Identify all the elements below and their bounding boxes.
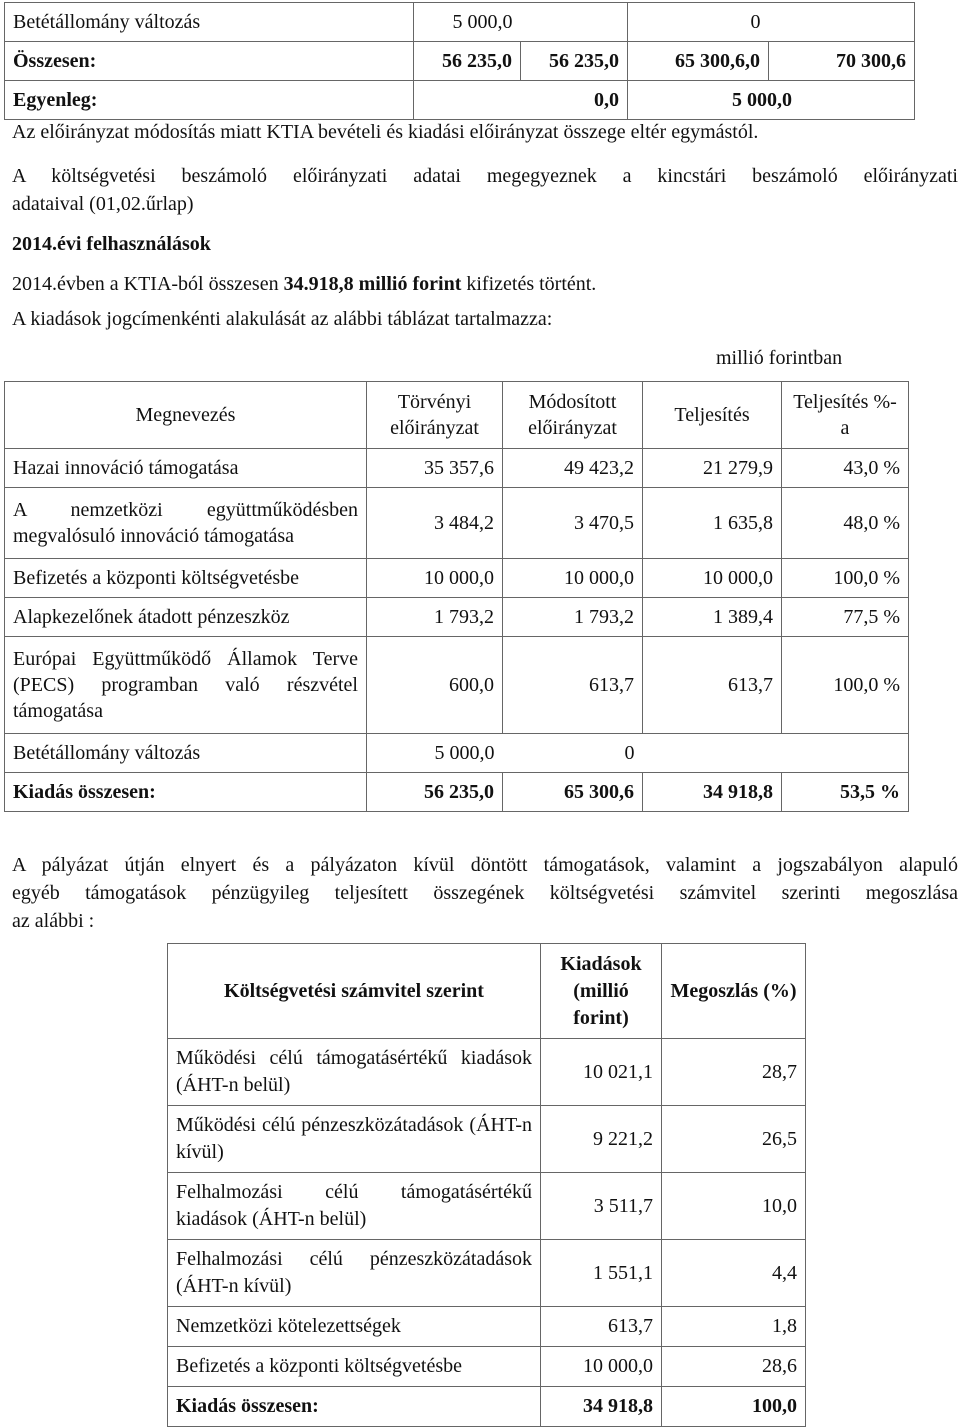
cell-value: 34 918,8 — [643, 773, 782, 812]
row-name: Befizetés a központi költségvetésbe — [5, 559, 367, 598]
table-row — [5, 488, 909, 559]
cell-value: 26,5 — [662, 1106, 806, 1173]
cell-value: 10,0 — [662, 1173, 806, 1240]
column-header: Megnevezés — [5, 382, 367, 449]
cell-value: 28,6 — [662, 1347, 806, 1387]
cell-value: 56 235,0 — [521, 42, 628, 81]
text-line: adataival (01,02.űrlap) — [12, 193, 194, 215]
distribution-table — [167, 943, 806, 1427]
text-line — [12, 269, 958, 299]
table-row — [5, 637, 909, 734]
cell-value: 21 279,9 — [643, 449, 782, 488]
cell-value: 5 000,0 — [628, 81, 915, 120]
row-name: Betétállomány változás — [5, 734, 367, 773]
table-row — [5, 734, 909, 773]
text-line: A pályázat útján elnyert és a pályázaton kívül döntött támogatások, valamint a jogszabályon alapuló — [12, 854, 958, 876]
text-line: az alábbi : — [12, 910, 95, 932]
cell-value: 56 235,0 — [414, 42, 521, 81]
table-row — [168, 1106, 806, 1173]
table-row — [168, 1173, 806, 1240]
balance-table — [4, 2, 915, 120]
cell-value: 77,5 % — [782, 598, 909, 637]
cell-value: 9 221,2 — [541, 1106, 662, 1173]
cell-value: 1 551,1 — [541, 1240, 662, 1307]
cell-value: 600,0 — [367, 637, 503, 734]
cell-value — [769, 3, 915, 42]
highlight-amount: 34.918,8 millió forint — [283, 273, 462, 295]
table-header-row — [168, 944, 806, 1039]
column-header: Megoszlás (%) — [662, 944, 806, 1039]
row-name: Kiadás összesen: — [168, 1387, 541, 1427]
text-line: A kiadások jogcímenkénti alakulását az alábbi táblázat tartalmazza: — [12, 308, 553, 330]
cell-value: 0,0 — [414, 81, 628, 120]
row-name: Működési célú támogatásértékű kiadások (ÁHT-n belül) — [168, 1039, 541, 1106]
column-header: Kiadások (millió forint) — [541, 944, 662, 1039]
unit-label: millió forintban — [716, 347, 843, 369]
table-row — [168, 1240, 806, 1307]
cell-value: 1,8 — [662, 1307, 806, 1347]
cell-value: 10 021,1 — [541, 1039, 662, 1106]
table-row — [168, 1039, 806, 1106]
cell-value: 4,4 — [662, 1240, 806, 1307]
cell-value — [782, 734, 909, 773]
row-label: Betétállomány változás — [5, 3, 414, 42]
cell-value: 43,0 % — [782, 449, 909, 488]
cell-value: 0 — [503, 734, 643, 773]
column-header: Teljesítés — [643, 382, 782, 449]
text-fragment: kifizetés történt. — [461, 273, 597, 295]
cell-value: 53,5 % — [782, 773, 909, 812]
row-name: Európai Együttműködő Államok Terve (PECS) programban való részvétel támogatása — [5, 637, 367, 734]
column-header: Törvényi előirányzat — [367, 382, 503, 449]
cell-value: 613,7 — [541, 1307, 662, 1347]
cell-value: 613,7 — [503, 637, 643, 734]
cell-value: 48,0 % — [782, 488, 909, 559]
cell-value: 3 511,7 — [541, 1173, 662, 1240]
cell-value — [643, 734, 782, 773]
text-line: A költségvetési beszámoló előirányzati adatai megegyeznek a kincstári beszámoló előirányzati — [12, 165, 958, 187]
table-header-row — [5, 382, 909, 449]
row-name: Felhalmozási célú támogatásértékű kiadások (ÁHT-n belül) — [168, 1173, 541, 1240]
cell-value: 10 000,0 — [643, 559, 782, 598]
column-header: Teljesítés %-a — [782, 382, 909, 449]
cell-value: 1 389,4 — [643, 598, 782, 637]
cell-value: 70 300,6 — [769, 42, 915, 81]
cell-value: 5 000,0 — [367, 734, 503, 773]
table-row-total — [5, 773, 909, 812]
table-row — [5, 559, 909, 598]
cell-value: 35 357,6 — [367, 449, 503, 488]
row-name: Felhalmozási célú pénzeszközátadások (ÁHT-n kívül) — [168, 1240, 541, 1307]
column-header: Módosított előirányzat — [503, 382, 643, 449]
table-row — [5, 3, 915, 42]
cell-value: 10 000,0 — [367, 559, 503, 598]
row-name: Befizetés a központi költségvetésbe — [168, 1347, 541, 1387]
cell-value: 100,0 % — [782, 637, 909, 734]
cell-value: 1 635,8 — [643, 488, 782, 559]
table-row — [5, 42, 915, 81]
column-header: Költségvetési számvitel szerint — [168, 944, 541, 1039]
table-row — [168, 1307, 806, 1347]
row-name: Alapkezelőnek átadott pénzeszköz — [5, 598, 367, 637]
row-name: A nemzetközi együttműködésben megvalósuló innováció támogatása — [5, 488, 367, 559]
cell-value: 1 793,2 — [367, 598, 503, 637]
row-name: Hazai innováció támogatása — [5, 449, 367, 488]
cell-value: 0 — [628, 3, 769, 42]
row-label: Egyenleg: — [5, 81, 414, 120]
cell-value: 56 235,0 — [367, 773, 503, 812]
table-row — [5, 449, 909, 488]
cell-value: 28,7 — [662, 1039, 806, 1106]
cell-value: 65 300,6 — [503, 773, 643, 812]
cell-value: 34 918,8 — [541, 1387, 662, 1427]
section-heading: 2014.évi felhasználások — [12, 233, 211, 255]
cell-value: 49 423,2 — [503, 449, 643, 488]
table-row — [5, 81, 915, 120]
cell-value: 613,7 — [643, 637, 782, 734]
cell-value: 5 000,0 — [414, 3, 521, 42]
row-name: Működési célú pénzeszközátadások (ÁHT-n kívül) — [168, 1106, 541, 1173]
text-fragment: 2014.évben a KTIA-ból összesen — [12, 273, 284, 295]
cell-value: 10 000,0 — [503, 559, 643, 598]
text-line: egyéb támogatások pénzügyileg teljesített összegének költségvetési számvitel szerinti megoszlása — [12, 882, 958, 904]
row-label: Összesen: — [5, 42, 414, 81]
text-line: Az előirányzat módosítás miatt KTIA bevételi és kiadási előirányzat összege eltér egymástól. — [12, 121, 759, 143]
table-row — [5, 598, 909, 637]
expenditure-table — [4, 381, 909, 812]
cell-value: 100,0 % — [782, 559, 909, 598]
row-name: Kiadás összesen: — [5, 773, 367, 812]
cell-value — [521, 3, 628, 42]
table-row — [168, 1347, 806, 1387]
cell-value: 3 470,5 — [503, 488, 643, 559]
cell-value: 65 300,6,0 — [628, 42, 769, 81]
cell-value: 3 484,2 — [367, 488, 503, 559]
row-name: Nemzetközi kötelezettségek — [168, 1307, 541, 1347]
cell-value: 100,0 — [662, 1387, 806, 1427]
cell-value: 1 793,2 — [503, 598, 643, 637]
table-row-total — [168, 1387, 806, 1427]
cell-value: 10 000,0 — [541, 1347, 662, 1387]
